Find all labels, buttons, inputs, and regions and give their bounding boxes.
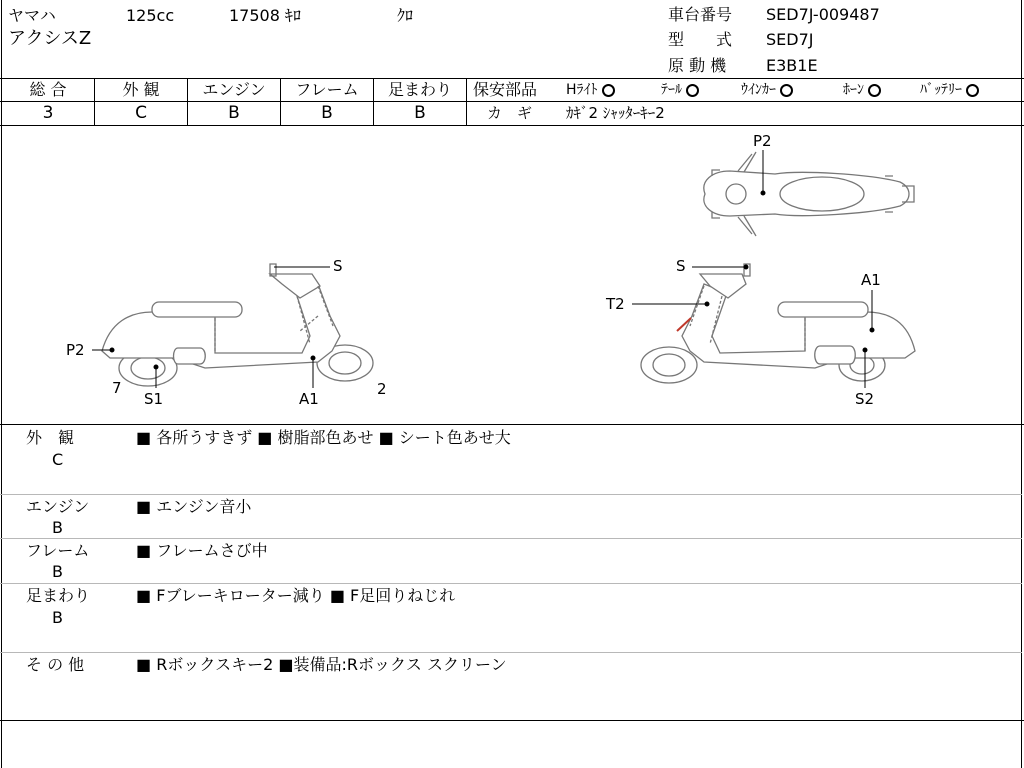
color: ｸﾛ — [397, 6, 414, 25]
remark-category: 外 観 — [26, 428, 75, 447]
left-label-7: 7 — [112, 379, 122, 397]
frame-no-label: 車台番号 — [668, 5, 733, 24]
battery-label: ﾊﾞｯﾃﾘｰ — [920, 82, 962, 98]
remark-grade: C — [52, 450, 64, 469]
remark-text: ■ エンジン音小 — [136, 497, 252, 516]
divider — [0, 652, 1022, 653]
remark-text: ■ フレームさび中 — [136, 541, 268, 560]
safety-headlight — [566, 80, 615, 100]
remark-category: エンジン — [26, 497, 90, 516]
left-label-2: 2 — [377, 380, 387, 398]
safety-label: 保安部品 — [473, 80, 538, 99]
scooter-left-side-view — [102, 264, 373, 386]
suspension-grade-label: 足まわり — [387, 80, 452, 99]
divider — [0, 101, 466, 102]
type-label: 型 式 — [668, 30, 733, 49]
overall-grade-label: 総 合 — [29, 80, 67, 99]
maker: ヤマハ — [8, 6, 56, 25]
type-value: SED7J — [766, 30, 814, 49]
ok-mark-icon — [780, 84, 793, 97]
divider — [0, 538, 1022, 539]
frame-grade-label: フレーム — [295, 80, 359, 99]
left-label-p2: P2 — [66, 341, 85, 359]
right-label-s2: S2 — [855, 390, 875, 408]
ok-mark-icon — [868, 84, 881, 97]
right-label-t2: T2 — [606, 295, 625, 313]
suspension-grade: B — [414, 103, 426, 123]
remark-category: 足まわり — [26, 586, 91, 605]
divider — [0, 583, 1022, 584]
divider — [466, 101, 1024, 102]
ok-mark-icon — [602, 84, 615, 97]
ok-mark-icon — [966, 84, 979, 97]
engine-grade: B — [228, 103, 240, 123]
horn-label: ﾎｰﾝ — [843, 82, 864, 98]
divider — [0, 494, 1022, 495]
engine-value: E3B1E — [766, 56, 818, 75]
engine-label: 原 動 機 — [668, 56, 727, 75]
remark-category: そ の 他 — [26, 655, 85, 674]
tail-label: ﾃｰﾙ — [661, 82, 682, 98]
remark-grade: B — [52, 608, 63, 627]
right-label-s: S — [676, 257, 686, 275]
remark-category: フレーム — [26, 541, 90, 560]
engine-grade-label: エンジン — [202, 80, 266, 99]
displacement: 125cc — [126, 6, 175, 25]
frame-grade: B — [321, 103, 333, 123]
safety-battery — [920, 80, 979, 100]
headlight-label: Hﾗｲﾄ — [566, 82, 598, 98]
scooter-diagram — [0, 126, 1022, 424]
top-label-p2: P2 — [753, 132, 772, 150]
model-name: アクシスZ — [8, 28, 92, 49]
left-label-s: S — [333, 257, 343, 275]
scooter-top-view — [704, 152, 914, 236]
remark-grade: B — [52, 518, 63, 537]
winker-label: ｳｲﾝｶｰ — [741, 82, 776, 98]
frame-no: SED7J-009487 — [766, 5, 880, 24]
remark-text: ■ Fブレーキローター減り ■ F足回りねじれ — [136, 586, 456, 605]
ok-mark-icon — [686, 84, 699, 97]
key-label: カ ギ — [487, 104, 533, 122]
key-value: ｶｷﾞ2 ｼｬｯﾀｰｷｰ2 — [566, 104, 665, 122]
mileage: 17508 ｷﾛ — [229, 6, 301, 25]
exterior-grade-label: 外 観 — [122, 80, 160, 99]
remark-grade: B — [52, 562, 63, 581]
safety-horn — [843, 80, 881, 100]
remark-text: ■ Rボックスキー2 ■装備品:Rボックス スクリーン — [136, 655, 507, 674]
left-label-a1: A1 — [299, 390, 319, 408]
right-label-a1: A1 — [861, 271, 881, 289]
remark-text: ■ 各所うすきず ■ 樹脂部色あせ ■ シート色あせ大 — [136, 428, 511, 447]
divider — [466, 78, 467, 125]
divider — [0, 720, 1024, 721]
divider — [0, 78, 1024, 79]
exterior-grade: C — [135, 103, 147, 123]
divider — [0, 424, 1024, 425]
overall-grade: 3 — [42, 103, 54, 123]
safety-tail — [661, 80, 699, 100]
left-label-s1: S1 — [144, 390, 164, 408]
safety-winker — [741, 80, 793, 100]
